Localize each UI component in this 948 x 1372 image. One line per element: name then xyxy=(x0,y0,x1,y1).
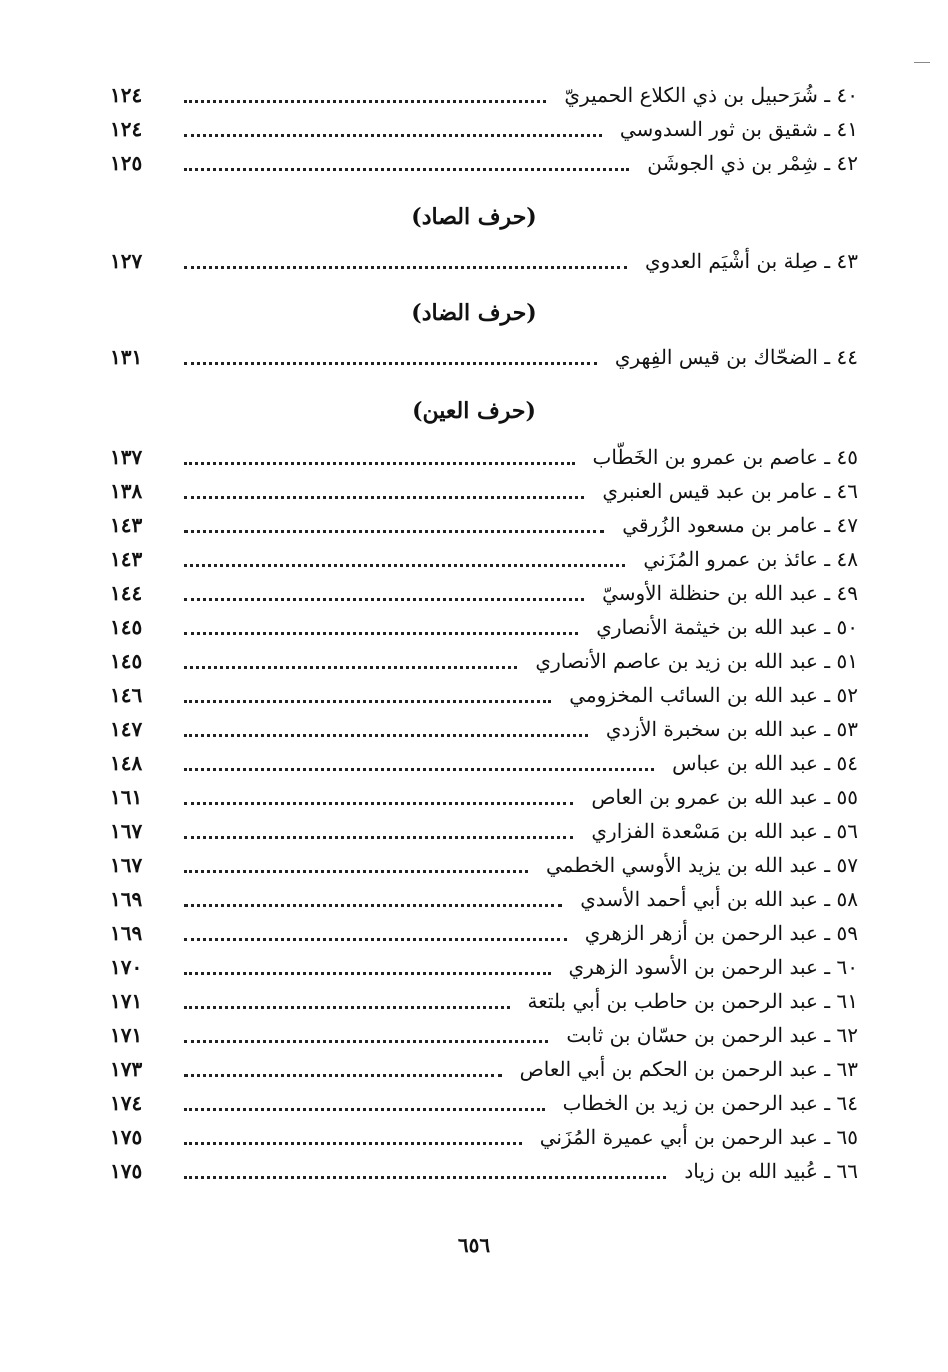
dot-leader xyxy=(184,134,602,137)
entry-page-number: ١٦٧ xyxy=(110,853,143,877)
entry-page-number: ١٧٥ xyxy=(110,1125,143,1149)
entry-title: ٥٢ ـ عبد الله بن السائب المخزومي xyxy=(569,683,858,707)
entry-page-number: ١٤٦ xyxy=(110,683,143,707)
dot-leader xyxy=(184,496,584,499)
entry-page-number: ١٤٤ xyxy=(110,581,143,605)
entry-page-number: ١٤٧ xyxy=(110,717,143,741)
toc-entry xyxy=(110,848,858,882)
entry-page-number: ١٧٣ xyxy=(110,1057,143,1081)
dot-leader xyxy=(184,598,584,601)
entry-title: ٦١ ـ عبد الرحمن بن حاطب بن أبي بلتعة xyxy=(527,989,858,1013)
toc-entry xyxy=(110,474,858,508)
section-heading-ayn: (حرف العين) xyxy=(412,398,536,424)
entry-title: ٤٨ ـ عائذ بن عمرو المُزَني xyxy=(643,547,858,571)
toc-entry xyxy=(110,340,858,374)
toc-entry xyxy=(110,950,858,984)
dot-leader xyxy=(184,1040,548,1043)
toc-entry xyxy=(110,780,858,814)
dot-leader xyxy=(184,632,578,635)
section-heading-sad: (حرف الصاد) xyxy=(411,204,537,230)
dot-leader xyxy=(184,836,573,839)
dot-leader xyxy=(184,1074,502,1077)
dot-leader xyxy=(184,530,604,533)
entry-page-number: ١٢٤ xyxy=(110,83,143,107)
entry-title: ٥٣ ـ عبد الله بن سخبرة الأزدي xyxy=(605,717,858,741)
dot-leader xyxy=(184,972,551,975)
entry-title: ٤٦ ـ عامر بن عبد قيس العنبري xyxy=(602,479,858,503)
toc-entry xyxy=(110,610,858,644)
toc-entry xyxy=(110,678,858,712)
toc-entry xyxy=(110,1018,858,1052)
entry-title: ٦٣ ـ عبد الرحمن بن الحكم بن أبي العاص xyxy=(519,1057,858,1081)
toc-entry xyxy=(110,78,858,112)
dot-leader xyxy=(184,462,575,465)
folio-page-number: ٦٥٦ xyxy=(457,1233,491,1257)
entry-page-number: ١٧٥ xyxy=(110,1159,143,1183)
entry-title: ٦٢ ـ عبد الرحمن بن حسّان بن ثابت xyxy=(566,1023,858,1047)
dot-leader xyxy=(184,1006,510,1009)
entry-page-number: ١٧٠ xyxy=(110,955,143,979)
toc-entry xyxy=(110,712,858,746)
toc-entry xyxy=(110,244,858,278)
entry-page-number: ١٧٤ xyxy=(110,1091,143,1115)
entry-title: ٥٦ ـ عبد الله بن مَسْعدة الفزاري xyxy=(591,819,858,843)
entry-title: ٦٤ ـ عبد الرحمن بن زيد بن الخطاب xyxy=(562,1091,858,1115)
toc-entry xyxy=(110,984,858,1018)
dot-leader xyxy=(184,564,625,567)
scan-edge-mark xyxy=(914,62,930,63)
toc-entry xyxy=(110,440,858,474)
entry-title: ٥١ ـ عبد الله بن زيد بن عاصم الأنصاري xyxy=(535,649,858,673)
entry-page-number: ١٤٣ xyxy=(110,547,143,571)
toc-entry xyxy=(110,814,858,848)
entry-title: ٥٠ ـ عبد الله بن خيثمة الأنصاري xyxy=(596,615,858,639)
dot-leader xyxy=(184,1108,545,1111)
toc-entry xyxy=(110,1052,858,1086)
dot-leader xyxy=(184,734,588,737)
entry-page-number: ١٦٩ xyxy=(110,921,143,945)
entry-title: ٥٩ ـ عبد الرحمن بن أزهر الزهري xyxy=(584,921,858,945)
toc-entry xyxy=(110,882,858,916)
entry-title: ٤٢ ـ شِمْر بن ذي الجوشَن xyxy=(647,151,858,175)
entry-page-number: ١٦٩ xyxy=(110,887,143,911)
toc-entry xyxy=(110,644,858,678)
entry-page-number: ١٧١ xyxy=(110,989,143,1013)
dot-leader xyxy=(184,768,654,771)
dot-leader xyxy=(184,1176,666,1179)
dot-leader xyxy=(184,266,627,269)
toc-entry xyxy=(110,542,858,576)
dot-leader xyxy=(184,362,597,365)
entry-title: ٤٥ ـ عاصم بن عمرو بن الخَطّاب xyxy=(592,445,858,469)
entry-title: ٥٥ ـ عبد الله بن عمرو بن العاص xyxy=(591,785,858,809)
entry-page-number: ١٤٨ xyxy=(110,751,143,775)
toc-entry xyxy=(110,576,858,610)
toc-entry xyxy=(110,508,858,542)
toc-entry xyxy=(110,1086,858,1120)
entry-title: ٤٠ ـ شُرَحبيل بن ذي الكلاع الحميريّ xyxy=(564,83,858,107)
entry-title: ٦٥ ـ عبد الرحمن بن أبي عميرة المُزَني xyxy=(539,1125,858,1149)
dot-leader xyxy=(184,666,517,669)
entry-title: ٥٧ ـ عبد الله بن يزيد الأوسي الخطمي xyxy=(545,853,858,877)
entry-page-number: ١٤٥ xyxy=(110,649,143,673)
entry-page-number: ١٣٧ xyxy=(110,445,143,469)
entry-title: ٦٦ ـ عُبيد الله بن زياد xyxy=(684,1159,858,1183)
section-heading-dad: (حرف الضاد) xyxy=(411,300,537,326)
entry-title: ٥٨ ـ عبد الله بن أبي أحمد الأسدي xyxy=(580,887,858,911)
entry-title: ٤٣ ـ صِلة بن أشْيَم العدوي xyxy=(644,249,858,273)
entry-title: ٤٧ ـ عامر بن مسعود الزُرقي xyxy=(622,513,858,537)
dot-leader xyxy=(184,802,573,805)
entry-title: ٥٤ ـ عبد الله بن عباس xyxy=(672,751,858,775)
entry-title: ٤١ ـ شقيق بن ثور السدوسي xyxy=(619,117,858,141)
dot-leader xyxy=(184,100,546,103)
entry-page-number: ١٢٧ xyxy=(110,249,143,273)
toc-entry xyxy=(110,916,858,950)
toc-entry xyxy=(110,146,858,180)
dot-leader xyxy=(184,870,528,873)
entry-page-number: ١٣١ xyxy=(110,345,143,369)
entry-page-number: ١٢٥ xyxy=(110,151,143,175)
entry-page-number: ١٦٧ xyxy=(110,819,143,843)
entry-page-number: ١٤٣ xyxy=(110,513,143,537)
entry-title: ٤٩ ـ عبد الله بن حنظلة الأوسيّ xyxy=(602,581,858,605)
toc-entry xyxy=(110,746,858,780)
dot-leader xyxy=(184,700,551,703)
entry-page-number: ١٣٨ xyxy=(110,479,143,503)
toc-entry xyxy=(110,112,858,146)
dot-leader xyxy=(184,904,562,907)
entry-title: ٦٠ ـ عبد الرحمن بن الأسود الزهري xyxy=(568,955,858,979)
entry-page-number: ١٤٥ xyxy=(110,615,143,639)
entry-page-number: ١٧١ xyxy=(110,1023,143,1047)
dot-leader xyxy=(184,168,629,171)
entry-page-number: ١٦١ xyxy=(110,785,143,809)
toc-entry xyxy=(110,1154,858,1188)
entry-title: ٤٤ ـ الضحّاك بن قيس الفِهري xyxy=(614,345,858,369)
dot-leader xyxy=(184,1142,522,1145)
entry-page-number: ١٢٤ xyxy=(110,117,143,141)
toc-entry xyxy=(110,1120,858,1154)
dot-leader xyxy=(184,938,567,941)
